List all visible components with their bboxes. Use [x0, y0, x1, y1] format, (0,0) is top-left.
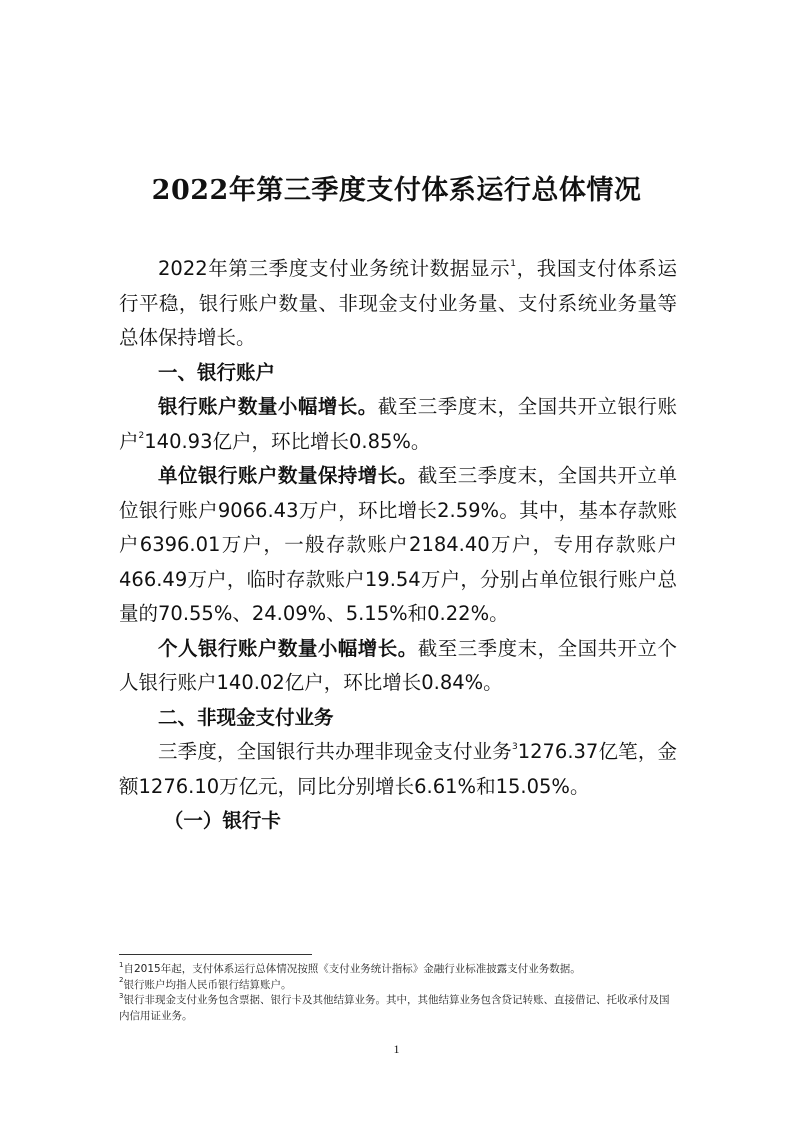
subsection-heading-bank-cards: （一）银行卡	[163, 809, 281, 832]
paragraph-unit-accounts	[119, 459, 677, 632]
paragraph-lead: 个人银行账户数量小幅增长。	[158, 636, 418, 660]
paragraph-text: 截至三季度末，全国共开立个人银行账户140.02亿户，环比增长0.84%。	[119, 636, 677, 694]
paragraph-lead: 单位银行账户数量保持增长。	[158, 464, 418, 487]
paragraph-lead: 银行账户数量小幅增长。	[158, 395, 378, 418]
paragraph-text-a: 三季度，全国银行共办理非现金支付业务	[158, 740, 512, 763]
paragraph-text: 截至三季度末，全国共开立单位银行账户9066.43万户，环比增长2.59%。其中，基本存款账户6396.01万户，一般存款账户2184.40万户，专用存款账户466.49万户，临时存款账户19.54万户，分别占单位银行账户总量的70.55%、24.09%、5.15%和0.22%。	[119, 464, 677, 625]
paragraph-text-a: 截至三季度末，全国共开立银行账户	[119, 395, 677, 453]
intro-text-b: ，我国支付体系运行平稳，银行账户数量、非现金支付业务量、支付系统业务量等总体保持增长。	[119, 257, 677, 349]
footnote-number: 3	[119, 991, 124, 1000]
intro-text-a: 2022年第三季度支付业务统计数据显示	[158, 257, 511, 280]
footnote-2	[119, 978, 679, 994]
footnote-ref-1[interactable]: 1	[510, 258, 516, 269]
section-heading-noncash-payments: 二、非现金支付业务	[158, 705, 334, 729]
footnote-text: 银行非现金支付业务包含票据、银行卡及其他结算业务。其中，其他结算业务包含贷记转账、直接借记、托收承付及国内信用证业务。	[119, 994, 670, 1022]
footnote-3	[119, 993, 679, 1024]
intro-paragraph	[119, 252, 677, 356]
footnote-ref-3[interactable]: 3	[511, 741, 518, 752]
footnote-divider	[119, 954, 312, 955]
document-title: 2022年第三季度支付体系运行总体情况	[151, 175, 642, 206]
paragraph-personal-accounts	[119, 632, 677, 701]
footnote-text: 银行账户均指人民币银行结算账户。	[123, 978, 292, 991]
paragraph-account-total	[119, 390, 677, 459]
paragraph-text-b: 140.93亿户，环比增长0.85%。	[144, 429, 431, 453]
paragraph-text-b: 1276.37亿笔，金额1276.10万亿元，同比分别增长6.61%和15.05%。	[119, 740, 677, 798]
paragraph-noncash-total	[119, 735, 677, 804]
document-body	[119, 252, 677, 839]
footnotes	[119, 962, 679, 1024]
footnote-1	[119, 962, 679, 978]
footnote-text: 自2015年起，支付体系运行总体情况按照《支付业务统计指标》金融行业标准披露支付业务数据。	[123, 963, 581, 975]
footnote-number: 2	[119, 976, 124, 984]
page-number: 1	[393, 1042, 400, 1056]
section-heading-bank-accounts: 一、银行账户	[158, 360, 276, 384]
footnote-ref-2[interactable]: 2	[138, 431, 145, 441]
footnote-number: 1	[119, 960, 124, 969]
